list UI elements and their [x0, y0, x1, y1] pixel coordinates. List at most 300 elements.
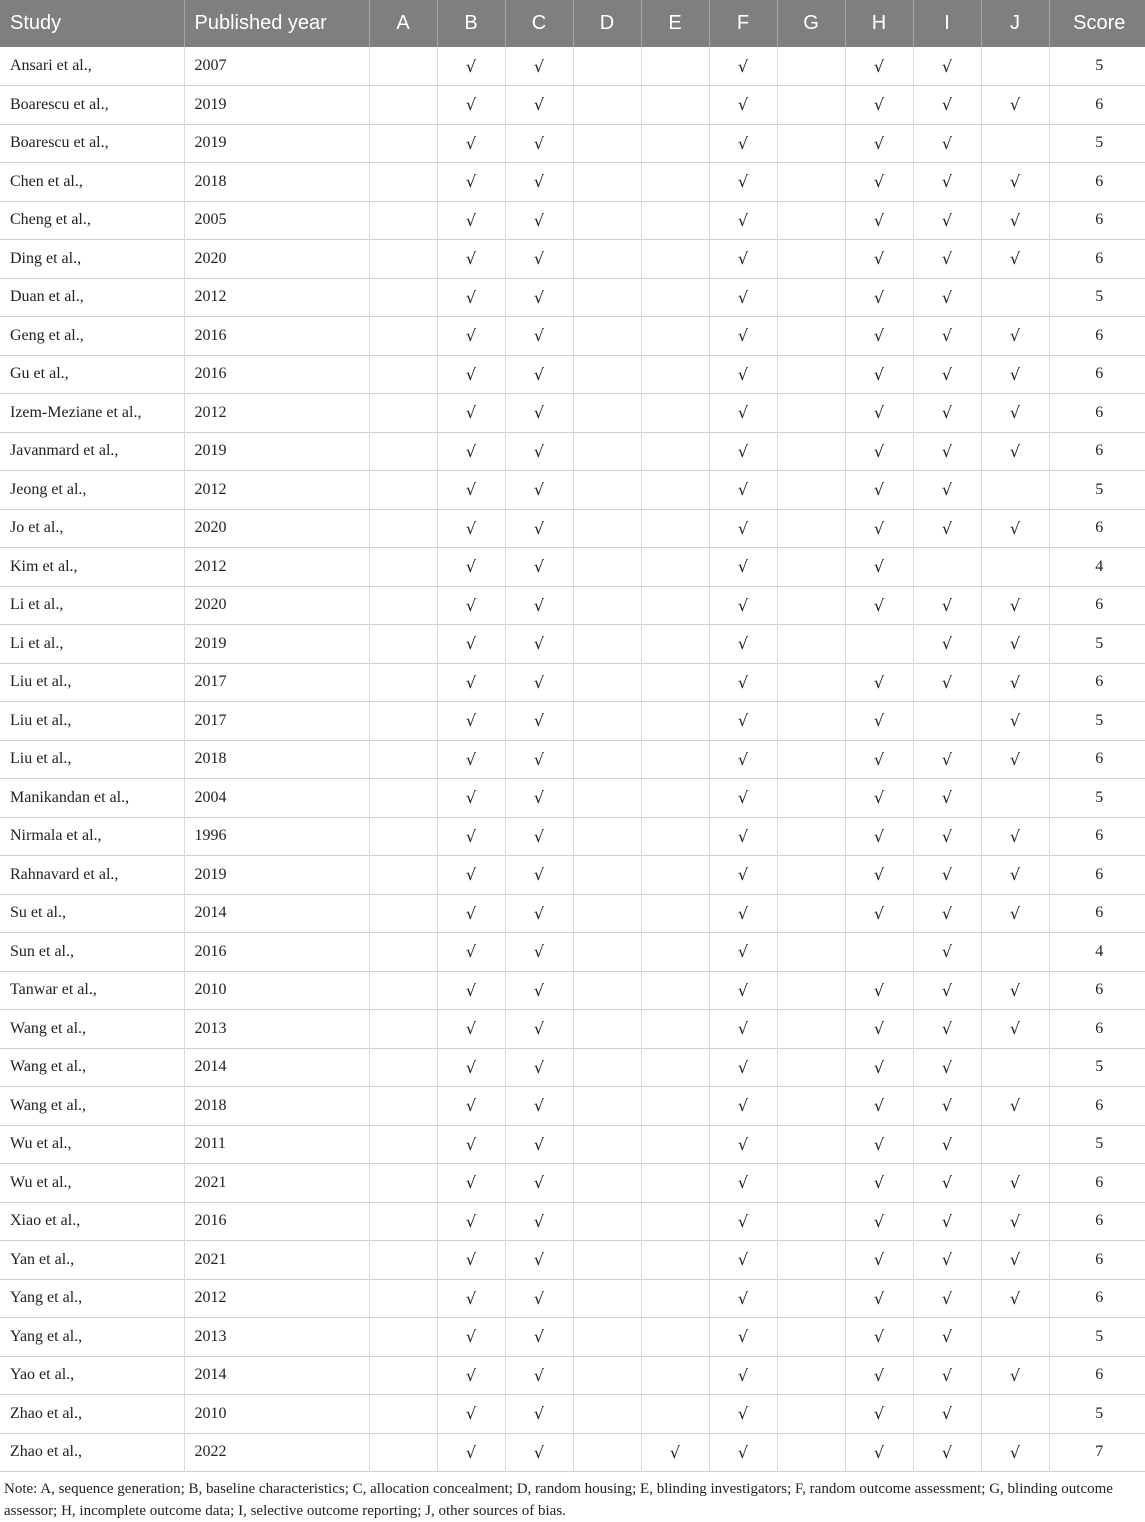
criterion-e-cell [641, 240, 709, 279]
criterion-b-cell: √ [437, 817, 505, 856]
study-cell: Gu et al., [0, 355, 184, 394]
study-cell: Su et al., [0, 894, 184, 933]
criterion-e-cell [641, 1164, 709, 1203]
criterion-h-cell: √ [845, 856, 913, 895]
criterion-a-cell [369, 702, 437, 741]
criterion-i-cell: √ [913, 740, 981, 779]
criterion-c-cell: √ [505, 86, 573, 125]
criterion-b-cell: √ [437, 1010, 505, 1049]
criterion-j-cell [981, 47, 1049, 86]
criterion-b-cell: √ [437, 1164, 505, 1203]
criterion-e-cell [641, 86, 709, 125]
criterion-h-cell: √ [845, 779, 913, 818]
criterion-i-cell: √ [913, 817, 981, 856]
criterion-h-cell: √ [845, 586, 913, 625]
criterion-c-cell: √ [505, 740, 573, 779]
criterion-h-cell [845, 625, 913, 664]
study-cell: Cheng et al., [0, 201, 184, 240]
criterion-d-cell [573, 432, 641, 471]
criterion-f-cell: √ [709, 779, 777, 818]
score-cell: 5 [1095, 1135, 1104, 1153]
criterion-a-cell [369, 278, 437, 317]
criterion-f-cell: √ [709, 201, 777, 240]
criterion-d-cell [573, 856, 641, 895]
criterion-f-cell: √ [709, 971, 777, 1010]
criterion-b-cell: √ [437, 317, 505, 356]
score-cell: 5 [1095, 788, 1104, 806]
criterion-d-cell [573, 1125, 641, 1164]
criterion-g-cell [777, 779, 845, 818]
criterion-i-cell: √ [913, 1395, 981, 1434]
criterion-j-cell: √ [981, 509, 1049, 548]
criterion-h-cell: √ [845, 1164, 913, 1203]
score-cell: 6 [1095, 827, 1104, 845]
criterion-f-cell: √ [709, 124, 777, 163]
column-header-h: H [845, 0, 913, 47]
score-cell: 7 [1095, 1443, 1104, 1461]
criterion-b-cell: √ [437, 1433, 505, 1472]
study-cell: Manikandan et al., [0, 779, 184, 818]
criterion-f-cell: √ [709, 1048, 777, 1087]
criterion-i-cell [913, 702, 981, 741]
criterion-e-cell [641, 1087, 709, 1126]
criterion-f-cell: √ [709, 317, 777, 356]
criterion-a-cell [369, 355, 437, 394]
criterion-c-cell: √ [505, 355, 573, 394]
criterion-f-cell: √ [709, 432, 777, 471]
criterion-i-cell: √ [913, 1279, 981, 1318]
criterion-j-cell: √ [981, 1202, 1049, 1241]
criterion-e-cell [641, 1125, 709, 1164]
criterion-j-cell [981, 1125, 1049, 1164]
criterion-j-cell: √ [981, 201, 1049, 240]
score-cell: 6 [1095, 403, 1104, 421]
column-header-d: D [573, 0, 641, 47]
criterion-g-cell [777, 1202, 845, 1241]
criterion-a-cell [369, 124, 437, 163]
criterion-h-cell: √ [845, 509, 913, 548]
criterion-i-cell [913, 548, 981, 587]
published-year-cell: 1996 [184, 817, 369, 856]
score-cell: 5 [1095, 288, 1104, 306]
study-cell: Yang et al., [0, 1279, 184, 1318]
criterion-f-cell: √ [709, 1164, 777, 1203]
table-row [0, 856, 1145, 895]
study-cell: Jeong et al., [0, 471, 184, 510]
criterion-e-cell [641, 1048, 709, 1087]
criterion-c-cell: √ [505, 1087, 573, 1126]
table-row [0, 586, 1145, 625]
study-cell: Rahnavard et al., [0, 856, 184, 895]
criterion-g-cell [777, 1241, 845, 1280]
criterion-i-cell: √ [913, 124, 981, 163]
criterion-e-cell [641, 1241, 709, 1280]
criterion-e-cell [641, 471, 709, 510]
table-row [0, 740, 1145, 779]
table-row [0, 394, 1145, 433]
criterion-e-cell [641, 625, 709, 664]
criterion-j-cell: √ [981, 971, 1049, 1010]
criterion-a-cell [369, 817, 437, 856]
table-row [0, 240, 1145, 279]
criterion-h-cell: √ [845, 1048, 913, 1087]
criterion-b-cell: √ [437, 1318, 505, 1357]
table-row [0, 47, 1145, 86]
criterion-f-cell: √ [709, 278, 777, 317]
criterion-h-cell: √ [845, 1356, 913, 1395]
criterion-i-cell: √ [913, 1318, 981, 1357]
criterion-g-cell [777, 1356, 845, 1395]
criterion-e-cell [641, 47, 709, 86]
criterion-g-cell [777, 509, 845, 548]
study-cell: Boarescu et al., [0, 124, 184, 163]
criterion-f-cell: √ [709, 894, 777, 933]
criterion-a-cell [369, 240, 437, 279]
study-cell: Duan et al., [0, 278, 184, 317]
criterion-i-cell: √ [913, 1433, 981, 1472]
score-cell: 6 [1095, 519, 1104, 537]
criterion-h-cell: √ [845, 1395, 913, 1434]
criterion-e-cell [641, 817, 709, 856]
criterion-f-cell: √ [709, 355, 777, 394]
criterion-b-cell: √ [437, 86, 505, 125]
published-year-cell: 2012 [184, 278, 369, 317]
score-cell: 6 [1095, 673, 1104, 691]
criterion-h-cell: √ [845, 355, 913, 394]
criterion-i-cell: √ [913, 625, 981, 664]
study-cell: Javanmard et al., [0, 432, 184, 471]
published-year-cell: 2020 [184, 509, 369, 548]
published-year-cell: 2012 [184, 394, 369, 433]
criterion-d-cell [573, 1356, 641, 1395]
study-cell: Yang et al., [0, 1318, 184, 1357]
table-row [0, 471, 1145, 510]
criterion-a-cell [369, 432, 437, 471]
criterion-g-cell [777, 548, 845, 587]
published-year-cell: 2013 [184, 1318, 369, 1357]
criterion-i-cell: √ [913, 1048, 981, 1087]
criterion-d-cell [573, 394, 641, 433]
criterion-f-cell: √ [709, 509, 777, 548]
score-cell: 6 [1095, 211, 1104, 229]
criterion-e-cell [641, 548, 709, 587]
criterion-b-cell: √ [437, 1395, 505, 1434]
criterion-i-cell: √ [913, 394, 981, 433]
criterion-c-cell: √ [505, 1433, 573, 1472]
criterion-f-cell: √ [709, 586, 777, 625]
criterion-f-cell: √ [709, 394, 777, 433]
criterion-f-cell: √ [709, 1395, 777, 1434]
criterion-j-cell: √ [981, 1433, 1049, 1472]
published-year-cell: 2014 [184, 894, 369, 933]
study-cell: Nirmala et al., [0, 817, 184, 856]
criterion-h-cell: √ [845, 1010, 913, 1049]
criterion-j-cell: √ [981, 1087, 1049, 1126]
study-cell: Zhao et al., [0, 1395, 184, 1434]
criterion-a-cell [369, 1010, 437, 1049]
study-cell: Wang et al., [0, 1010, 184, 1049]
criterion-c-cell: √ [505, 1048, 573, 1087]
criterion-e-cell [641, 201, 709, 240]
criterion-b-cell: √ [437, 1356, 505, 1395]
criterion-a-cell [369, 971, 437, 1010]
criterion-a-cell [369, 663, 437, 702]
criterion-c-cell: √ [505, 663, 573, 702]
table-row [0, 1087, 1145, 1126]
criterion-c-cell: √ [505, 1202, 573, 1241]
score-cell: 6 [1095, 865, 1104, 883]
column-header-b: B [437, 0, 505, 47]
criterion-h-cell: √ [845, 432, 913, 471]
criterion-e-cell [641, 586, 709, 625]
criterion-b-cell: √ [437, 856, 505, 895]
score-cell: 5 [1095, 1327, 1104, 1345]
criterion-j-cell: √ [981, 740, 1049, 779]
criterion-b-cell: √ [437, 163, 505, 202]
criterion-d-cell [573, 663, 641, 702]
criterion-j-cell: √ [981, 625, 1049, 664]
criterion-i-cell: √ [913, 971, 981, 1010]
criterion-e-cell [641, 1395, 709, 1434]
criterion-c-cell: √ [505, 201, 573, 240]
criterion-g-cell [777, 471, 845, 510]
table-row [0, 1202, 1145, 1241]
score-cell: 4 [1095, 557, 1104, 575]
criterion-d-cell [573, 317, 641, 356]
published-year-cell: 2004 [184, 779, 369, 818]
table-row [0, 163, 1145, 202]
table-row [0, 317, 1145, 356]
published-year-cell: 2013 [184, 1010, 369, 1049]
criterion-j-cell [981, 1395, 1049, 1434]
criterion-e-cell [641, 1279, 709, 1318]
column-header-a: A [369, 0, 437, 47]
criterion-j-cell: √ [981, 163, 1049, 202]
criterion-i-cell: √ [913, 663, 981, 702]
published-year-cell: 2016 [184, 933, 369, 972]
criterion-d-cell [573, 201, 641, 240]
criterion-f-cell: √ [709, 86, 777, 125]
table-row [0, 432, 1145, 471]
criterion-g-cell [777, 971, 845, 1010]
study-cell: Tanwar et al., [0, 971, 184, 1010]
criterion-e-cell [641, 432, 709, 471]
score-cell: 6 [1095, 172, 1104, 190]
criterion-c-cell: √ [505, 779, 573, 818]
criterion-g-cell [777, 1279, 845, 1318]
criterion-c-cell: √ [505, 394, 573, 433]
criterion-g-cell [777, 817, 845, 856]
criterion-d-cell [573, 1433, 641, 1472]
criterion-i-cell: √ [913, 1241, 981, 1280]
criterion-j-cell: √ [981, 240, 1049, 279]
score-cell: 6 [1095, 442, 1104, 460]
criterion-g-cell [777, 856, 845, 895]
column-header-c: C [505, 0, 573, 47]
study-cell: Kim et al., [0, 548, 184, 587]
table-row [0, 817, 1145, 856]
criterion-a-cell [369, 1241, 437, 1280]
criterion-d-cell [573, 702, 641, 741]
criterion-h-cell: √ [845, 86, 913, 125]
criterion-g-cell [777, 432, 845, 471]
criterion-g-cell [777, 278, 845, 317]
score-cell: 6 [1095, 1250, 1104, 1268]
criterion-d-cell [573, 86, 641, 125]
criterion-h-cell: √ [845, 894, 913, 933]
criterion-b-cell: √ [437, 1241, 505, 1280]
criterion-j-cell [981, 548, 1049, 587]
published-year-cell: 2019 [184, 432, 369, 471]
criterion-c-cell: √ [505, 47, 573, 86]
criterion-d-cell [573, 625, 641, 664]
criterion-i-cell: √ [913, 894, 981, 933]
criterion-j-cell: √ [981, 1010, 1049, 1049]
criterion-d-cell [573, 1279, 641, 1318]
criterion-i-cell: √ [913, 317, 981, 356]
criterion-c-cell: √ [505, 432, 573, 471]
criterion-j-cell [981, 933, 1049, 972]
criterion-a-cell [369, 317, 437, 356]
criterion-b-cell: √ [437, 1202, 505, 1241]
criterion-i-cell: √ [913, 163, 981, 202]
criterion-b-cell: √ [437, 548, 505, 587]
score-cell: 6 [1095, 365, 1104, 383]
criterion-g-cell [777, 1318, 845, 1357]
criterion-e-cell [641, 1318, 709, 1357]
criterion-a-cell [369, 625, 437, 664]
score-cell: 5 [1095, 480, 1104, 498]
published-year-cell: 2017 [184, 702, 369, 741]
table-header-row [0, 0, 1145, 47]
criterion-d-cell [573, 817, 641, 856]
criterion-g-cell [777, 317, 845, 356]
criterion-b-cell: √ [437, 394, 505, 433]
score-cell: 6 [1095, 1173, 1104, 1191]
criterion-i-cell: √ [913, 509, 981, 548]
published-year-cell: 2018 [184, 1087, 369, 1126]
criterion-g-cell [777, 47, 845, 86]
criterion-a-cell [369, 1048, 437, 1087]
score-cell: 5 [1095, 134, 1104, 152]
criterion-d-cell [573, 124, 641, 163]
criterion-c-cell: √ [505, 278, 573, 317]
criterion-i-cell: √ [913, 86, 981, 125]
criterion-d-cell [573, 47, 641, 86]
criterion-g-cell [777, 1164, 845, 1203]
column-header-score: Score [1073, 12, 1126, 34]
score-cell: 6 [1095, 1289, 1104, 1307]
criterion-e-cell [641, 278, 709, 317]
table-row [0, 548, 1145, 587]
score-cell: 6 [1095, 904, 1104, 922]
criterion-h-cell: √ [845, 471, 913, 510]
criterion-g-cell [777, 625, 845, 664]
criterion-a-cell [369, 47, 437, 86]
column-header-g: G [777, 0, 845, 47]
criterion-e-cell [641, 971, 709, 1010]
criterion-g-cell [777, 124, 845, 163]
study-cell: Chen et al., [0, 163, 184, 202]
score-cell: 6 [1095, 326, 1104, 344]
criterion-b-cell: √ [437, 240, 505, 279]
published-year-cell: 2007 [184, 47, 369, 86]
criterion-e-cell [641, 124, 709, 163]
table-row [0, 1125, 1145, 1164]
published-year-cell: 2020 [184, 586, 369, 625]
criterion-b-cell: √ [437, 1279, 505, 1318]
criterion-d-cell [573, 471, 641, 510]
score-cell: 6 [1095, 1212, 1104, 1230]
published-year-cell: 2019 [184, 856, 369, 895]
criterion-d-cell [573, 779, 641, 818]
published-year-cell: 2010 [184, 1395, 369, 1434]
score-cell: 4 [1095, 942, 1104, 960]
criterion-h-cell: √ [845, 817, 913, 856]
table-row [0, 971, 1145, 1010]
criterion-c-cell: √ [505, 586, 573, 625]
criterion-h-cell: √ [845, 47, 913, 86]
study-cell: Wu et al., [0, 1164, 184, 1203]
published-year-cell: 2019 [184, 124, 369, 163]
criterion-f-cell: √ [709, 933, 777, 972]
score-cell: 6 [1095, 1096, 1104, 1114]
column-header-f: F [709, 0, 777, 47]
score-cell: 5 [1095, 1404, 1104, 1422]
criterion-b-cell: √ [437, 933, 505, 972]
criterion-c-cell: √ [505, 1279, 573, 1318]
criterion-e-cell [641, 1010, 709, 1049]
criterion-c-cell: √ [505, 1010, 573, 1049]
criterion-c-cell: √ [505, 856, 573, 895]
criterion-b-cell: √ [437, 779, 505, 818]
criterion-h-cell [845, 933, 913, 972]
criterion-h-cell: √ [845, 317, 913, 356]
criterion-a-cell [369, 1125, 437, 1164]
criterion-g-cell [777, 933, 845, 972]
criterion-a-cell [369, 856, 437, 895]
table-row [0, 355, 1145, 394]
criterion-h-cell: √ [845, 1279, 913, 1318]
criterion-j-cell: √ [981, 432, 1049, 471]
criterion-e-cell [641, 663, 709, 702]
column-header-year: Published year [184, 0, 369, 47]
study-cell: Izem-Meziane et al., [0, 394, 184, 433]
criterion-e-cell [641, 317, 709, 356]
published-year-cell: 2018 [184, 740, 369, 779]
criterion-a-cell [369, 779, 437, 818]
criterion-a-cell [369, 1433, 437, 1472]
criterion-f-cell: √ [709, 1241, 777, 1280]
criterion-d-cell [573, 586, 641, 625]
criterion-d-cell [573, 163, 641, 202]
criterion-j-cell [981, 1048, 1049, 1087]
criterion-h-cell: √ [845, 394, 913, 433]
column-header-j: J [981, 0, 1049, 47]
criterion-a-cell [369, 509, 437, 548]
table-row [0, 702, 1145, 741]
study-cell: Li et al., [0, 586, 184, 625]
published-year-cell: 2016 [184, 1202, 369, 1241]
criterion-j-cell: √ [981, 394, 1049, 433]
criterion-h-cell: √ [845, 124, 913, 163]
column-header-study: Study [0, 0, 184, 47]
criterion-d-cell [573, 971, 641, 1010]
criterion-f-cell: √ [709, 240, 777, 279]
criterion-h-cell: √ [845, 278, 913, 317]
criterion-h-cell: √ [845, 163, 913, 202]
criterion-a-cell [369, 894, 437, 933]
